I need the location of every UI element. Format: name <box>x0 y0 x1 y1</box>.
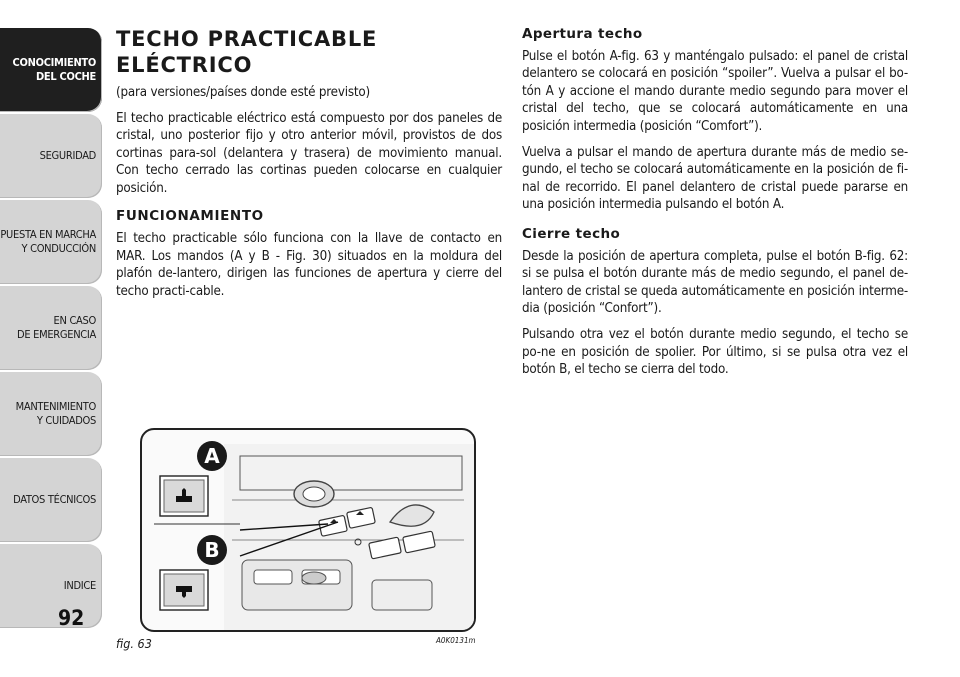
tab-en-caso-de-emergencia[interactable] <box>0 286 102 370</box>
tab-conocimiento-del-coche[interactable] <box>0 28 102 112</box>
apertura-paragraph-1: Pulse el botón A-fig. 63 y manténgalo pulsado: el panel de cristal delantero se colocará en posición “spoiler”. Vuelva a pulsar el bo-tón A y accione el mando durante medio segundo para mover el cristal del techo, que se colocará automáticamente en una posición intermedia (posición “Comfort”). <box>522 48 908 134</box>
tab-indice[interactable] <box>0 544 102 628</box>
tab-label: DATOS TÉCNICOS <box>13 493 96 506</box>
page-number: 92 <box>58 606 85 630</box>
heading-apertura-techo: Apertura techo <box>522 26 643 42</box>
funcionamiento-paragraph: El techo practicable sólo funciona con la llave de contacto en MAR. Los mandos (A y B - Fig. 30) situados en la moldura del plafón de-lantero, dirigen las funciones de apertura y cierre del techo practi-cable. <box>116 231 502 299</box>
roof-console-illustration <box>142 430 474 630</box>
roof-control-figure <box>140 428 476 632</box>
tab-label: MANTENIMIENTO Y CUIDADOS <box>15 400 96 427</box>
intro-paragraph: El techo practicable eléctrico está compuesto por dos paneles de cristal, uno posterior fijo y otro anterior móvil, provistos de dos cortinas para-sol (delantera y trasera) de movimiento manual. Con techo cerrado las cortinas pueden colocarse en cualquier posición. <box>116 110 502 196</box>
tab-label: INDICE <box>63 579 96 592</box>
page-title: TECHO PRACTICABLE ELÉCTRICO <box>116 27 378 77</box>
tab-seguridad[interactable] <box>0 114 102 198</box>
tab-mantenimiento[interactable] <box>0 372 102 456</box>
cierre-paragraph-2: Pulsando otra vez el botón durante medio segundo, el techo se po-ne en posición de spolier. Por último, si se pulsa otra vez el botón B, el techo se cierra del todo. <box>522 326 908 378</box>
chapter-tabs <box>0 28 102 630</box>
apertura-paragraph-2: Vuelva a pulsar el mando de apertura durante más de medio se-gundo, el techo se colocará automáticamente en la posición de fi-nal de recorrido. El panel delantero de cristal puede pararse en una posición intermedia pulsando el botón A. <box>522 144 908 213</box>
label-b: B <box>204 538 220 562</box>
figure-code: A0K0131m <box>436 636 476 645</box>
subtitle: (para versiones/países donde esté previsto) <box>116 85 370 100</box>
label-a: A <box>204 444 220 468</box>
figure-caption: fig. 63 <box>116 636 152 651</box>
heading-cierre-techo: Cierre techo <box>522 225 621 242</box>
left-column <box>116 26 502 309</box>
tab-label: EN CASO DE EMERGENCIA <box>17 314 96 341</box>
section-heading-funcionamiento: FUNCIONAMIENTO <box>116 207 264 224</box>
tab-label: CONOCIMIENTO DEL COCHE <box>12 56 96 83</box>
cierre-paragraph-1: Desde la posición de apertura completa, pulse el botón B-fig. 62: si se pulsa el botón durante más de medio segundo, el panel de-lantero de cristal se queda automáticamente en posición interme-dia (posición “Confort”). <box>522 248 908 317</box>
tab-label: PUESTA EN MARCHA Y CONDUCCIÓN <box>0 228 96 255</box>
tab-datos-tecnicos[interactable] <box>0 458 102 542</box>
right-column <box>522 26 908 387</box>
tab-label: SEGURIDAD <box>39 149 96 162</box>
tab-puesta-en-marcha[interactable] <box>0 200 102 284</box>
